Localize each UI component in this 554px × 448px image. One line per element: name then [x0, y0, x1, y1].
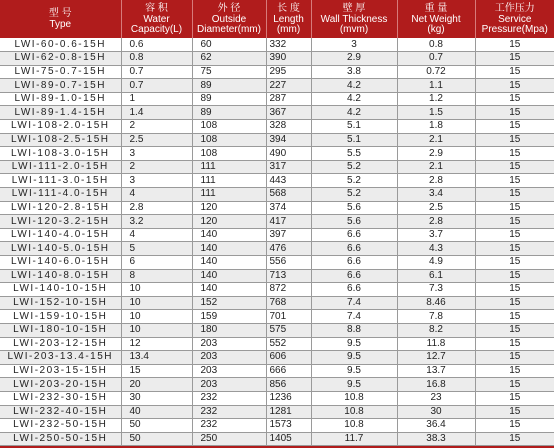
cell-type: LWI-232-40-15H: [0, 405, 121, 419]
table-row: [0, 147, 554, 161]
cell-net-weight: 2.9: [397, 147, 475, 161]
cell-wall-thickness: 7.4: [311, 296, 397, 310]
cell-net-weight: 4.3: [397, 242, 475, 256]
cell-service-pressure: 15: [475, 188, 554, 202]
cell-length: 768: [266, 296, 311, 310]
cell-type: LWI-140-8.0-15H: [0, 269, 121, 283]
cell-type: LWI-120-2.8-15H: [0, 201, 121, 215]
header-wall-thickness-zh: 壁 厚: [342, 2, 366, 14]
cell-water-capacity: 4: [121, 228, 192, 242]
header-service-pressure-zh: 工作压力: [494, 2, 535, 14]
cell-wall-thickness: 6.6: [311, 283, 397, 297]
table-row: [0, 92, 554, 106]
cell-outside-diameter: 203: [192, 378, 266, 392]
table-row: [0, 79, 554, 93]
cell-outside-diameter: 108: [192, 147, 266, 161]
cell-type: LWI-180-10-15H: [0, 323, 121, 337]
cell-type: LWI-111-3.0-15H: [0, 174, 121, 188]
header-net-weight: [397, 0, 475, 38]
cell-length: 317: [266, 160, 311, 174]
cell-water-capacity: 20: [121, 378, 192, 392]
cell-wall-thickness: 5.1: [311, 133, 397, 147]
table-row: [0, 228, 554, 242]
cell-length: 701: [266, 310, 311, 324]
cell-service-pressure: 15: [475, 133, 554, 147]
cell-service-pressure: 15: [475, 79, 554, 93]
cell-net-weight: 7.3: [397, 283, 475, 297]
cell-service-pressure: 15: [475, 242, 554, 256]
cell-outside-diameter: 111: [192, 160, 266, 174]
cell-length: 328: [266, 120, 311, 134]
cell-water-capacity: 4: [121, 188, 192, 202]
cell-service-pressure: 15: [475, 160, 554, 174]
cell-length: 552: [266, 337, 311, 351]
header-length: [266, 0, 311, 38]
cell-type: LWI-250-50-15H: [0, 432, 121, 446]
cell-wall-thickness: 5.2: [311, 188, 397, 202]
cell-water-capacity: 0.7: [121, 65, 192, 79]
table-row: [0, 256, 554, 270]
table-row: [0, 38, 554, 52]
header-type: [0, 0, 121, 38]
cell-outside-diameter: 75: [192, 65, 266, 79]
cell-net-weight: 2.1: [397, 133, 475, 147]
cell-wall-thickness: 9.5: [311, 337, 397, 351]
cell-length: 1281: [266, 405, 311, 419]
cell-type: LWI-140-10-15H: [0, 283, 121, 297]
header-type-zh: 型 号: [48, 7, 72, 19]
header-water-capacity: [121, 0, 192, 38]
table-row: [0, 160, 554, 174]
cell-net-weight: 36.4: [397, 419, 475, 433]
table-row: [0, 188, 554, 202]
cell-outside-diameter: 232: [192, 391, 266, 405]
cell-water-capacity: 2.5: [121, 133, 192, 147]
cell-length: 606: [266, 351, 311, 365]
header-wall-thickness-en: Wall Thickness (mvm): [320, 13, 388, 35]
cell-net-weight: 7.8: [397, 310, 475, 324]
cell-length: 227: [266, 79, 311, 93]
header-type-en: Type: [49, 18, 72, 30]
cell-net-weight: 3.7: [397, 228, 475, 242]
cell-water-capacity: 10: [121, 323, 192, 337]
cell-water-capacity: 2.8: [121, 201, 192, 215]
cell-water-capacity: 30: [121, 391, 192, 405]
header-wall-thickness: [311, 0, 397, 38]
cell-outside-diameter: 108: [192, 120, 266, 134]
cell-outside-diameter: 140: [192, 228, 266, 242]
cell-water-capacity: 0.6: [121, 38, 192, 52]
cell-outside-diameter: 140: [192, 256, 266, 270]
cell-water-capacity: 12: [121, 337, 192, 351]
header-service-pressure-en: Service Pressure(Mpa): [481, 13, 548, 35]
cell-net-weight: 2.5: [397, 201, 475, 215]
cell-type: LWI-232-30-15H: [0, 391, 121, 405]
table-row: [0, 201, 554, 215]
cell-net-weight: 38.3: [397, 432, 475, 446]
cell-water-capacity: 3.2: [121, 215, 192, 229]
table-row: [0, 310, 554, 324]
cell-net-weight: 1.1: [397, 79, 475, 93]
table-row: [0, 351, 554, 365]
cell-wall-thickness: 4.2: [311, 106, 397, 120]
cell-length: 332: [266, 38, 311, 52]
cell-length: 367: [266, 106, 311, 120]
cell-net-weight: 3.4: [397, 188, 475, 202]
cell-outside-diameter: 152: [192, 296, 266, 310]
cell-water-capacity: 2: [121, 120, 192, 134]
cell-service-pressure: 15: [475, 65, 554, 79]
cell-type: LWI-232-50-15H: [0, 419, 121, 433]
cell-service-pressure: 15: [475, 296, 554, 310]
cell-water-capacity: 3: [121, 174, 192, 188]
cell-service-pressure: 15: [475, 228, 554, 242]
header-water-capacity-zh: 容 积: [145, 2, 168, 14]
cell-service-pressure: 15: [475, 310, 554, 324]
cell-outside-diameter: 159: [192, 310, 266, 324]
cell-wall-thickness: 2.9: [311, 52, 397, 66]
header-outside-diameter-zh: 外 径: [217, 2, 241, 14]
header-service-pressure: [475, 0, 554, 38]
table-row: [0, 174, 554, 188]
cell-net-weight: 13.7: [397, 364, 475, 378]
cell-service-pressure: 15: [475, 351, 554, 365]
table-row: [0, 419, 554, 433]
cell-water-capacity: 15: [121, 364, 192, 378]
cell-service-pressure: 15: [475, 106, 554, 120]
cell-service-pressure: 15: [475, 269, 554, 283]
cell-type: LWI-203-13.4-15H: [0, 351, 121, 365]
table-row: [0, 133, 554, 147]
table-row: [0, 337, 554, 351]
table-body: [0, 38, 554, 446]
cell-wall-thickness: 3.8: [311, 65, 397, 79]
table-row: [0, 283, 554, 297]
table-row: [0, 65, 554, 79]
cell-length: 417: [266, 215, 311, 229]
cell-net-weight: 30: [397, 405, 475, 419]
table-row: [0, 120, 554, 134]
cell-length: 374: [266, 201, 311, 215]
cell-length: 397: [266, 228, 311, 242]
cell-type: LWI-75-0.7-15H: [0, 65, 121, 79]
cell-length: 556: [266, 256, 311, 270]
cell-water-capacity: 6: [121, 256, 192, 270]
cell-outside-diameter: 111: [192, 188, 266, 202]
cell-outside-diameter: 232: [192, 419, 266, 433]
cell-water-capacity: 1: [121, 92, 192, 106]
cell-type: LWI-108-2.0-15H: [0, 120, 121, 134]
header-water-capacity-en: Water Capacity(L): [130, 13, 183, 35]
cell-wall-thickness: 10.8: [311, 419, 397, 433]
cell-length: 443: [266, 174, 311, 188]
cell-wall-thickness: 6.6: [311, 242, 397, 256]
cell-type: LWI-60-0.6-15H: [0, 38, 121, 52]
cell-water-capacity: 8: [121, 269, 192, 283]
cell-water-capacity: 1.4: [121, 106, 192, 120]
cell-type: LWI-120-3.2-15H: [0, 215, 121, 229]
cell-length: 1573: [266, 419, 311, 433]
cell-service-pressure: 15: [475, 52, 554, 66]
cell-service-pressure: 15: [475, 201, 554, 215]
cell-length: 490: [266, 147, 311, 161]
cell-length: 575: [266, 323, 311, 337]
cell-net-weight: 2.8: [397, 174, 475, 188]
cell-length: 568: [266, 188, 311, 202]
cell-outside-diameter: 89: [192, 79, 266, 93]
cell-length: 1236: [266, 391, 311, 405]
cell-type: LWI-152-10-15H: [0, 296, 121, 310]
cell-wall-thickness: 10.8: [311, 391, 397, 405]
table-row: [0, 296, 554, 310]
cell-type: LWI-89-0.7-15H: [0, 79, 121, 93]
cell-outside-diameter: 140: [192, 242, 266, 256]
table-row: [0, 269, 554, 283]
cell-type: LWI-159-10-15H: [0, 310, 121, 324]
cell-net-weight: 0.8: [397, 38, 475, 52]
cell-net-weight: 23: [397, 391, 475, 405]
cell-service-pressure: 15: [475, 364, 554, 378]
cell-length: 713: [266, 269, 311, 283]
cell-water-capacity: 13.4: [121, 351, 192, 365]
cell-outside-diameter: 203: [192, 364, 266, 378]
cell-water-capacity: 0.8: [121, 52, 192, 66]
cell-service-pressure: 15: [475, 378, 554, 392]
table-row: [0, 405, 554, 419]
cell-wall-thickness: 5.6: [311, 201, 397, 215]
cell-service-pressure: 15: [475, 256, 554, 270]
cell-water-capacity: 40: [121, 405, 192, 419]
cell-type: LWI-111-2.0-15H: [0, 160, 121, 174]
cell-outside-diameter: 250: [192, 432, 266, 446]
cell-net-weight: 2.1: [397, 160, 475, 174]
cell-net-weight: 0.7: [397, 52, 475, 66]
cell-length: 476: [266, 242, 311, 256]
cell-service-pressure: 15: [475, 283, 554, 297]
cell-wall-thickness: 11.7: [311, 432, 397, 446]
cell-length: 295: [266, 65, 311, 79]
table-row: [0, 242, 554, 256]
cell-wall-thickness: 6.6: [311, 256, 397, 270]
table-row: [0, 364, 554, 378]
cell-service-pressure: 15: [475, 147, 554, 161]
cell-service-pressure: 15: [475, 419, 554, 433]
cell-outside-diameter: 120: [192, 201, 266, 215]
cell-net-weight: 12.7: [397, 351, 475, 365]
cell-net-weight: 2.8: [397, 215, 475, 229]
cell-net-weight: 1.8: [397, 120, 475, 134]
cell-type: LWI-203-15-15H: [0, 364, 121, 378]
cell-type: LWI-62-0.8-15H: [0, 52, 121, 66]
cell-wall-thickness: 5.5: [311, 147, 397, 161]
cell-net-weight: 16.8: [397, 378, 475, 392]
cell-type: LWI-140-4.0-15H: [0, 228, 121, 242]
cell-outside-diameter: 203: [192, 351, 266, 365]
header-outside-diameter: [192, 0, 266, 38]
cell-net-weight: 8.46: [397, 296, 475, 310]
cell-water-capacity: 3: [121, 147, 192, 161]
header-outside-diameter-en: Outside Diameter(mm): [197, 13, 261, 35]
cell-length: 872: [266, 283, 311, 297]
cell-outside-diameter: 60: [192, 38, 266, 52]
cell-outside-diameter: 111: [192, 174, 266, 188]
table-row: [0, 323, 554, 337]
cell-wall-thickness: 5.2: [311, 160, 397, 174]
cell-service-pressure: 15: [475, 405, 554, 419]
cell-outside-diameter: 203: [192, 337, 266, 351]
cell-service-pressure: 15: [475, 432, 554, 446]
cell-service-pressure: 15: [475, 323, 554, 337]
cell-wall-thickness: 5.6: [311, 215, 397, 229]
cell-service-pressure: 15: [475, 215, 554, 229]
cell-net-weight: 8.2: [397, 323, 475, 337]
header-length-en: Length (mm): [273, 13, 304, 35]
cell-length: 394: [266, 133, 311, 147]
cell-length: 1405: [266, 432, 311, 446]
cell-service-pressure: 15: [475, 391, 554, 405]
table-row: [0, 378, 554, 392]
header-net-weight-zh: 重 量: [424, 2, 448, 14]
cell-net-weight: 1.2: [397, 92, 475, 106]
cell-net-weight: 0.72: [397, 65, 475, 79]
cell-water-capacity: 50: [121, 432, 192, 446]
header-net-weight-en: Net Weight (kg): [411, 13, 461, 35]
cell-wall-thickness: 10.8: [311, 405, 397, 419]
cell-wall-thickness: 4.2: [311, 92, 397, 106]
cell-type: LWI-203-12-15H: [0, 337, 121, 351]
cell-service-pressure: 15: [475, 120, 554, 134]
cell-water-capacity: 10: [121, 283, 192, 297]
cell-water-capacity: 50: [121, 419, 192, 433]
cell-length: 390: [266, 52, 311, 66]
cell-outside-diameter: 232: [192, 405, 266, 419]
cell-outside-diameter: 140: [192, 283, 266, 297]
table-row: [0, 391, 554, 405]
cell-net-weight: 1.5: [397, 106, 475, 120]
cell-length: 666: [266, 364, 311, 378]
cell-service-pressure: 15: [475, 174, 554, 188]
cell-wall-thickness: 5.1: [311, 120, 397, 134]
cell-type: LWI-111-4.0-15H: [0, 188, 121, 202]
cell-type: LWI-89-1.0-15H: [0, 92, 121, 106]
cell-water-capacity: 5: [121, 242, 192, 256]
cell-wall-thickness: 6.6: [311, 269, 397, 283]
cell-outside-diameter: 62: [192, 52, 266, 66]
cell-service-pressure: 15: [475, 337, 554, 351]
cell-outside-diameter: 120: [192, 215, 266, 229]
cell-service-pressure: 15: [475, 92, 554, 106]
header-length-zh: 长 度: [277, 2, 300, 14]
cell-outside-diameter: 89: [192, 92, 266, 106]
cell-water-capacity: 2: [121, 160, 192, 174]
cell-net-weight: 4.9: [397, 256, 475, 270]
cell-wall-thickness: 9.5: [311, 378, 397, 392]
cell-wall-thickness: 8.8: [311, 323, 397, 337]
cell-type: LWI-108-3.0-15H: [0, 147, 121, 161]
cell-wall-thickness: 4.2: [311, 79, 397, 93]
cell-water-capacity: 10: [121, 296, 192, 310]
cell-wall-thickness: 9.5: [311, 364, 397, 378]
cell-length: 856: [266, 378, 311, 392]
cell-outside-diameter: 140: [192, 269, 266, 283]
cell-type: LWI-203-20-15H: [0, 378, 121, 392]
header-row: [0, 0, 554, 38]
cell-service-pressure: 15: [475, 38, 554, 52]
cell-wall-thickness: 6.6: [311, 228, 397, 242]
cell-wall-thickness: 9.5: [311, 351, 397, 365]
cell-water-capacity: 10: [121, 310, 192, 324]
cell-water-capacity: 0.7: [121, 79, 192, 93]
cell-outside-diameter: 89: [192, 106, 266, 120]
cell-net-weight: 11.8: [397, 337, 475, 351]
table-row: [0, 106, 554, 120]
cell-wall-thickness: 5.2: [311, 174, 397, 188]
table-row: [0, 52, 554, 66]
table-row: [0, 215, 554, 229]
cell-wall-thickness: 7.4: [311, 310, 397, 324]
cell-type: LWI-140-5.0-15H: [0, 242, 121, 256]
cell-type: LWI-89-1.4-15H: [0, 106, 121, 120]
cell-outside-diameter: 180: [192, 323, 266, 337]
cell-outside-diameter: 108: [192, 133, 266, 147]
cell-net-weight: 6.1: [397, 269, 475, 283]
cell-type: LWI-140-6.0-15H: [0, 256, 121, 270]
cell-type: LWI-108-2.5-15H: [0, 133, 121, 147]
cell-wall-thickness: 3: [311, 38, 397, 52]
cell-length: 287: [266, 92, 311, 106]
table-header: [0, 0, 554, 38]
